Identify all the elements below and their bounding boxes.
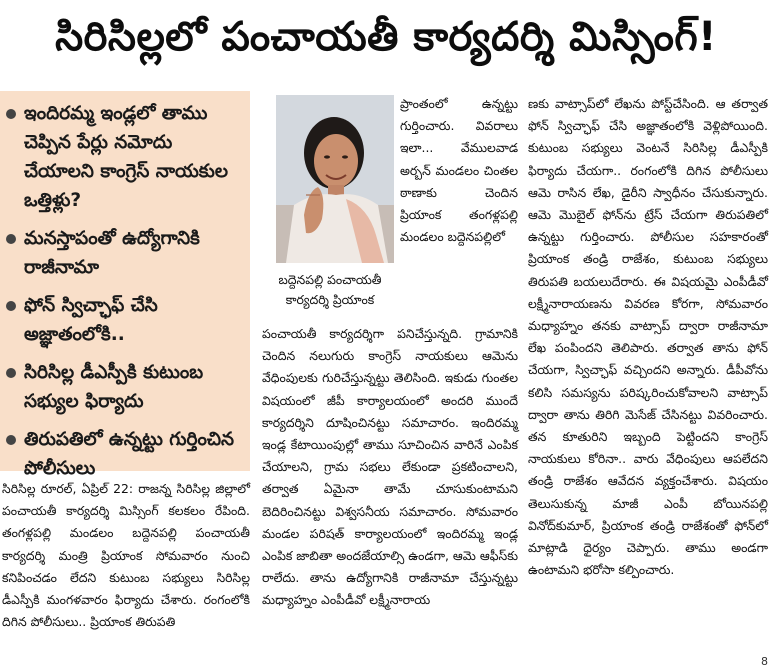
highlight-text: మనస్తాపంతో ఉద్యోగానికి రాజీనామా	[24, 228, 200, 278]
article-text: పంచాయతీ కార్యదర్శిగా పనిచేస్తున్నది. గ్రామానికి చెందిన నలుగురు కాంగ్రెస్ నాయకులు ఆమెను వేధింపులకు గురిచేస్తున్నట్టు తెలిసింది. ఇకుడు గుంతల విషయంలో జీపీ కార్యాలయంలో అందరి ముందే కార్యదర్శిని దూషించినట్టు సమాచారం. ఇందిరమ్మ ఇండ్ల కేటాయింపుల్లో తాము సూచించిన వారినే ఎంపిక చేయాలని, గ్రామ సభలు లేకుండా ప్రకటించాలని, తర్వాత ఏమైనా తామే చూసుకుంటామని బెదిరించినట్టు విశ్వసనీయ సమాచారం. సోమవారం మండల పరిషత్ కార్యాలయంలో ఇందిరమ్మ ఇండ్ల ఎంపిక జాబితా అందజేయాల్సి ఉండగా, ఆమె ఆఫీస్‌కు రాలేదు. తాను ఉద్యోగానికి రాజీనామా చేస్తున్నట్టు మధ్యాహ్నం ఎంపీడీవో లక్ష్మీనారాయ	[262, 326, 518, 608]
highlights-box	[0, 91, 250, 479]
highlight-item	[6, 224, 240, 282]
woman-portrait-image	[276, 95, 394, 263]
highlight-item	[6, 291, 240, 349]
highlight-item	[6, 99, 240, 215]
bullet-icon	[6, 435, 16, 445]
bullet-icon	[6, 234, 16, 244]
highlight-item	[6, 425, 240, 483]
highlight-text: సిరిసిల్ల డీఎస్పీకి కుటుంబ సభ్యుల ఫిర్యాదు	[24, 362, 204, 412]
article-column-1	[2, 478, 250, 633]
bullet-icon	[6, 301, 16, 311]
photo-caption: బద్దెనపల్లి పంచాయతీ కార్యదర్శి ప్రియాంక	[278, 272, 382, 307]
article-column-2-top	[400, 93, 518, 248]
headline: సిరిసిల్లలో పంచాయతీ కార్యదర్శి మిస్సింగ్!	[55, 14, 717, 60]
article-column-2-bottom	[262, 323, 518, 612]
article-text: సిరిసిల్ల రూరల్, ఏప్రిల్ 22: రాజన్న సిరిసిల్ల జిల్లాలో పంచాయతీ కార్యదర్శి మిస్సింగ్ కలకలం రేపింది. తంగళ్లపల్లి మండలం బద్దెనపల్లి పంచాయతీ కార్యదర్శి మంత్రి ప్రియాంక సోమవారం నుంచి కనిపించడం లేదని కుటుంబ సభ్యులు సిరిసిల్ల డీఎస్పీకి మంగళవారం ఫిర్యాదు చేశారు. రంగంలోకి దిగిన పోలీసులు.. ప్రియాంక తిరుపతి	[2, 481, 250, 630]
portrait-photo	[276, 95, 394, 263]
article-text: ణకు వాట్సాప్‌లో లేఖను పోస్ట్‌చేసింది. ఆ తర్వాత ఫోన్ స్విచ్ఛాఫ్ చేసి అజ్ఞాతంలోకి వెళ్లిపోయింది. కుటుంబ సభ్యులు వెంటనే సిరిసిల్ల డీఎస్పీకి ఫిర్యాదు చేయగా.. రంగంలోకి దిగిన పోలీసులు ఆమె రాసిన లేఖ, డైరీని స్వాధీనం చేసుకున్నారు. ఆమె మొబైల్ ఫోన్‌ను ట్రేస్ చేయగా తిరుపతిలో ఉన్నట్టు గుర్తించారు. పోలీసుల సహకారంతో ప్రియాంక తండ్రి రాజేశం, కుటుంబ సభ్యులు తిరుపతి బయలుదేరారు. ఈ విషయమై ఎంపీడీవో లక్ష్మీనారాయణను వివరణ కోరగా, సోమవారం మధ్యాహ్నం తనకు వాట్సాప్ ద్వారా రాజీనామా లేఖ పంపిందని తెలిపారు. తర్వాత తాను ఫోన్ చేయగా, స్విచ్ఛాఫ్ వచ్చిందని అన్నారు. డీపీవోను కలిసి సమస్యను పరిష్కరించుకోవాలని వాట్సాప్ ద్వారా తాను తిరిగి మెసేజ్ చేసినట్టు వివరించారు. తన కూతురిని ఇబ్బంది పెట్టిందని కాంగ్రెస్ నాయకులు కోరినా.. వారు వేధింపులు ఆపలేదని తండ్రి రాజేశం ఆవేదన వ్యక్తంచేశారు. విషయం తెలుసుకున్న మాజీ ఎంపీ బోయినపల్లి వినోద్‌కుమార్, ప్రియాంక తండ్రి రాజేశంతో ఫోన్‌లో మాట్లాడి ధైర్యం చెప్పారు. తాము అండగా ఉంటామని భరోసా కల్పించారు.	[528, 96, 768, 578]
article-column-3	[528, 93, 768, 581]
highlight-text: తిరుపతిలో ఉన్నట్టు గుర్తించిన పోలీసులు	[24, 429, 234, 479]
article-text: ప్రాంతంలో ఉన్నట్టు గుర్తించారు. వివరాలు ఇలా... వేములవాడ అర్బన్ మండలం చింతల ఠాణాకు చెందిన ప్రియాంక తంగళ్లపల్లి మండలం బద్దెనపల్లిలో	[400, 96, 518, 245]
highlight-item	[6, 358, 240, 416]
highlight-text: ఫోన్ స్విచ్ఛాఫ్ చేసి అజ్ఞాతంలోకి..	[24, 295, 158, 345]
highlight-text: ఇందిరమ్మ ఇండ్లలో తాము చెప్పిన పేర్లు నమోదు చేయాలని కాంగ్రెస్ నాయకుల ఒత్తిళ్లు?	[24, 103, 228, 211]
page-number: 8	[761, 655, 768, 668]
bullet-icon	[6, 109, 16, 119]
bullet-icon	[6, 368, 16, 378]
